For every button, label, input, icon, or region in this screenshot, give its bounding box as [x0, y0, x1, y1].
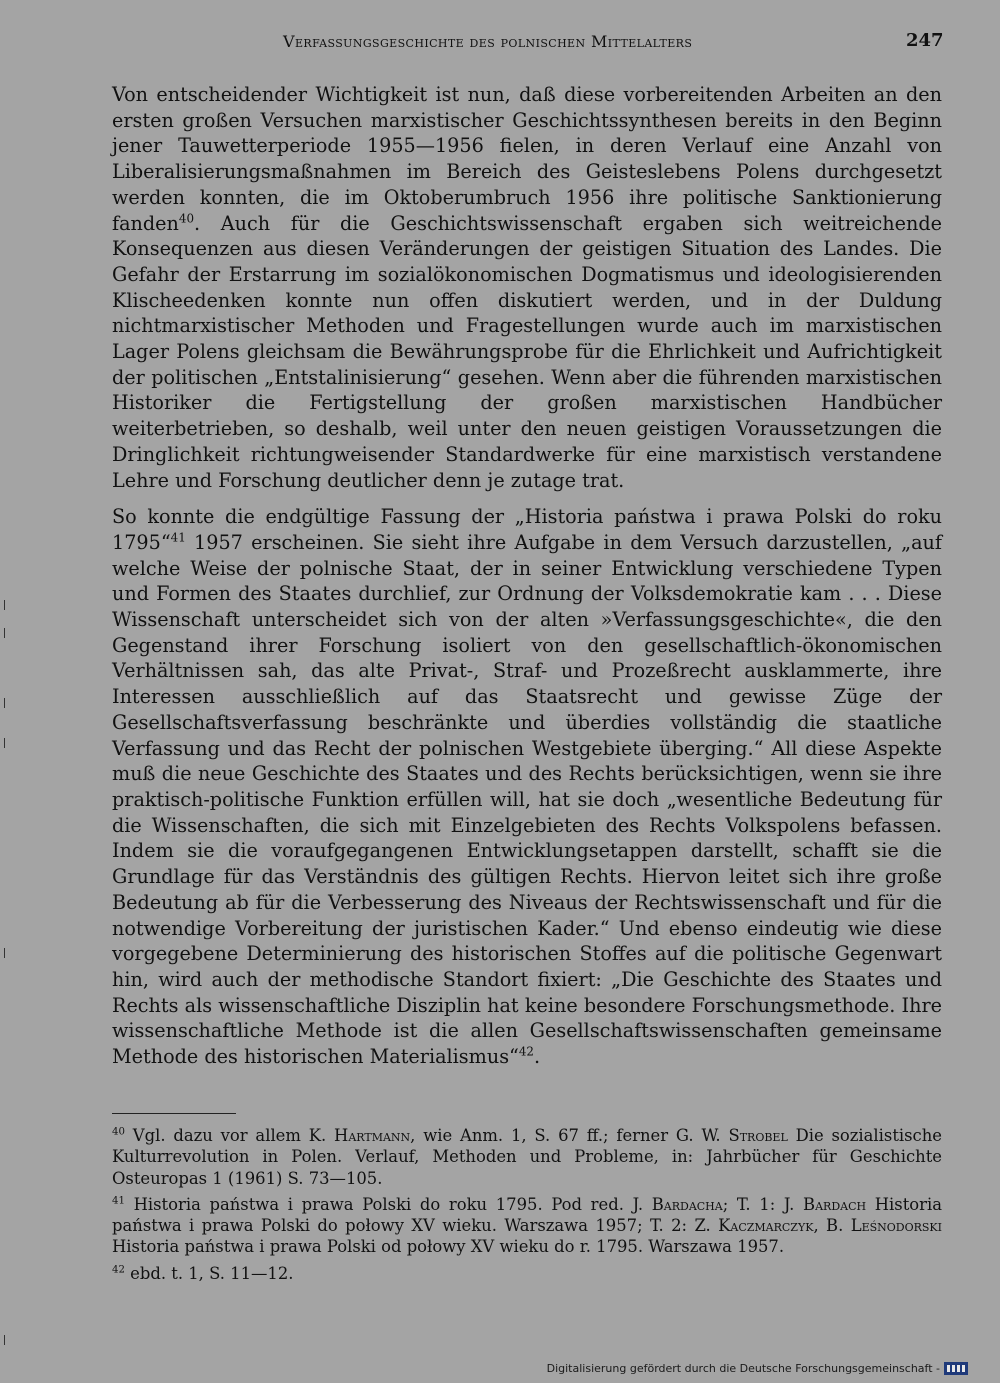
footnote-text: Historia państwa i prawa Polski do roku 1795. Pod red. J. [124, 1194, 652, 1214]
credit-text: Digitalisierung gefördert durch die Deutsche Forschungsgemeinschaft - [546, 1362, 940, 1375]
footnotes [112, 1125, 942, 1284]
scan-edge-mark [4, 698, 5, 708]
footnote-number: 41 [112, 1195, 125, 1207]
footnote-42 [112, 1263, 942, 1284]
paragraph-2 [112, 504, 942, 1069]
footnote-40 [112, 1125, 942, 1189]
footnote-text: ebd. t. 1, S. 11—12. [124, 1263, 294, 1283]
footnote-text: Die sozialistische Kulturrevolution in Polen. Verlauf, Methoden und Probleme, in: Jahrbücher für Geschichte Osteuropas 1 (1961) S. 73—105. [112, 1126, 942, 1188]
scan-edge-mark [4, 600, 5, 610]
author-name: Bardach [803, 1194, 867, 1214]
footnote-ref-40[interactable]: 40 [178, 211, 195, 226]
main-text [112, 82, 942, 1070]
scan-edge-mark [4, 1335, 5, 1345]
footnote-41 [112, 1194, 942, 1258]
paragraph-1 [112, 82, 942, 493]
footnote-divider [112, 1113, 236, 1114]
footnote-text: , B. [813, 1216, 851, 1236]
author-name: Strobel [728, 1126, 788, 1145]
footnote-number: 42 [112, 1264, 125, 1276]
digitization-credit [547, 1362, 968, 1375]
footnote-ref-41[interactable]: 41 [170, 530, 186, 545]
footnote-text: Vgl. dazu vor allem K. [124, 1126, 335, 1145]
paragraph-1-text-a: Von entscheidender Wichtigkeit ist nun, daß diese vorbereitenden Arbeiten an den ersten großen Versuchen marxistischer Geschichtssynthesen bereits in den Beginn jener Tauwetterperiode 1955—1956 fielen, in deren Verlauf eine Anzahl von Liberalisierungsmaßnahmen im Bereich des Geisteslebens Polens durchgesetzt werden konnten, die im Oktoberumbruch 1956 ihre politische Sanktionierung fanden [112, 83, 942, 235]
paragraph-2-text-c: . [534, 1045, 541, 1069]
footnote-text: Historia państwa i prawa Polski od połowy XV wieku do r. 1795. Warszawa 1957. [112, 1237, 785, 1257]
author-name: Leśnodorski [850, 1216, 942, 1236]
footnote-text: , wie Anm. 1, S. 67 ff.; ferner G. W. [410, 1126, 729, 1145]
author-name: Kaczmarczyk [718, 1216, 814, 1236]
footnote-ref-42[interactable]: 42 [518, 1044, 534, 1059]
footnote-number: 40 [112, 1126, 125, 1138]
author-name: Bardacha [651, 1194, 723, 1214]
author-name: Hartmann [334, 1126, 411, 1145]
paragraph-2-text-a: So konnte die endgültige Fassung der „Historia państwa i prawa Polski do roku 1795“ [112, 505, 942, 554]
dfg-logo-icon [944, 1362, 968, 1375]
running-head: Verfassungsgeschichte des polnischen Mittelalters [283, 32, 693, 51]
scan-edge-mark [4, 628, 5, 638]
scan-edge-mark [4, 738, 5, 748]
paragraph-1-text-b: . Auch für die Geschichtswissenschaft ergaben sich weitreichende Konsequenzen aus diesen Veränderungen der geistigen Situation des Landes. Die Gefahr der Erstarrung im sozialökonomischen Dogmatismus und ideologisierenden Klischeedenken konnte nun offen diskutiert werden, und in der Duldung nichtmarxistischer Methoden und Fragestellungen wurde auch im marxistischen Lager Polens gleichsam die Bewährungsprobe für die Ehrlichkeit und Aufrichtigkeit der politischen „Entstalinisierung“ gesehen. Wenn aber die führenden marxistischen Historiker die Fertigstellung der großen marxistischen Handbücher weiterbetrieben, so deshalb, weil unter den neuen geistigen Voraussetzungen die Dringlichkeit richtungweisender Standardwerke für eine marxistisch verstandene Lehre und Forschung deutlicher denn je zutage trat. [112, 211, 942, 492]
footnote-text: ; T. 1: J. [722, 1194, 804, 1214]
footnote-text: Historia państwa i prawa Polski do połowy XV wieku. Warszawa 1957; T. 2: Z. [112, 1194, 942, 1236]
page-number: 247 [906, 30, 944, 51]
paragraph-2-text-b: 1957 erscheinen. Sie sieht ihre Aufgabe in dem Versuch darzustellen, „auf welche Weise der polnische Staat, der in seiner Entwicklung verschiedene Typen und Formen des Staates durchlief, zur Ordnung der Volksdemokratie kam . . . Diese Wissenschaft unterscheidet sich von der alten »Verfassungsgeschichte«, die den Gegenstand ihrer Forschung isoliert von den gesellschaftlich-ökonomischen Verhältnissen sah, das alte Privat-, Straf- und Prozeßrecht ausklammerte, ihre Interessen ausschließlich auf das Staatsrecht und gewisse Züge der Gesellschaftsverfassung beschränkte und überdies vollständig die staatliche Verfassung und das Recht der polnischen Westgebiete überging.“ All diese Aspekte muß die neue Geschichte des Staates und des Rechts berücksichtigen, wenn sie ihre praktisch-politische Funktion erfüllen will, hat sie doch „wesentliche Bedeutung für die Wissenschaften, die sich mit Einzelgebieten des Rechts Volkspolens befassen. Indem sie die voraufgegangenen Entwicklungsetappen darstellt, schafft sie die Grundlage für das Verständnis des gültigen Rechts. Hiervon leitet sich ihre große Bedeutung ab für die Verbesserung des Niveaus der Rechtswissenschaft und für die notwendige Vorbereitung der juristischen Kader.“ Und ebenso eindeutig wie diese vorgegebene Determinierung des historischen Stoffes auf die politische Gegenwart hin, wird auch der methodische Standort fixiert: „Die Geschichte des Staates und Rechts als wissenschaftliche Disziplin hat keine besondere Forschungsmethode. Ihre wissenschaftliche Methode ist die allen Gesellschaftswissenschaften gemeinsame Methode des historischen Materialismus“ [112, 530, 942, 1069]
scan-edge-mark [4, 948, 5, 958]
